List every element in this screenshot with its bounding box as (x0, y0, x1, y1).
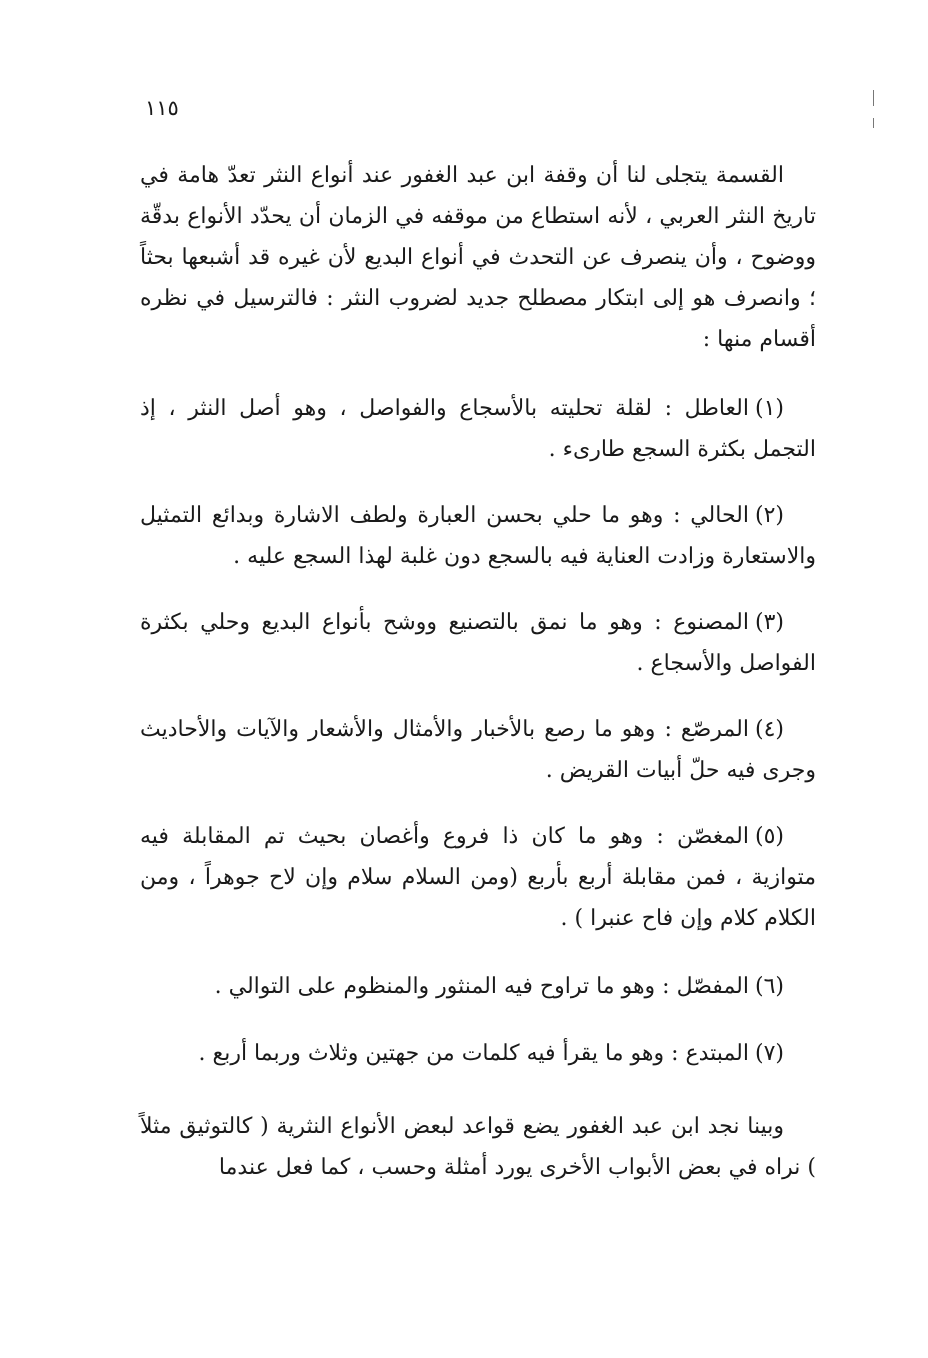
item-number: (٣) (754, 610, 784, 635)
item-number: (٧) (754, 1041, 784, 1066)
item-text: المغصّن : وهو ما كان ذا فروع وأغصان بحيث تم المقابلة فيه متوازية ، فمن مقابلة أربع بأربع (ومن السلام سلام وإن لاح جوهراً ، ومن الكلام كلام وإن فاح عنبرا ) . (140, 824, 816, 931)
list-item-1 (140, 388, 816, 470)
item-number: (٢) (754, 503, 784, 528)
closing-text: وبينا نجد ابن عبد الغفور يضع قواعد لبعض الأنواع النثرية ( كالتوثيق مثلاً ) نراه في بعض الأبواب الأخرى يورد أمثلة وحسب ، كما فعل عندما (140, 1114, 816, 1180)
list-item-5 (140, 816, 816, 939)
intro-text: القسمة يتجلى لنا أن وقفة ابن عبد الغفور عند أنواع النثر تعدّ هامة في تاريخ النثر العربي ، لأنه استطاع من موقفه في الزمان أن يحدّد الأنواع بدقّة ووضوح ، وأن ينصرف عن التحدث في أنواع البديع لأن غيره قد أشبعها بحثاً ؛ وانصرف هو إلى ابتكار مصطلح جديد لضروب النثر : فالترسيل في نظره أقسام منها : (140, 163, 816, 352)
closing-paragraph (140, 1106, 816, 1188)
page-number: ٥١١ (145, 96, 179, 120)
item-number: (٥) (754, 824, 784, 849)
item-text: المبتدع : وهو ما يقرأ فيه كلمات من جهتين وثلاث وربما أربع . (198, 1041, 749, 1066)
item-text: المرصّع : وهو ما رصع بالأخبار والأمثال والأشعار والآيات والأحاديث وجرى فيه حلّ أبيات القريض . (140, 717, 816, 783)
item-number: (١) (754, 396, 784, 421)
item-number: (٤) (754, 717, 784, 742)
item-text: المفصّل : وهو ما تراوح فيه المنثور والمنظوم على التوالي . (214, 974, 749, 999)
item-text: المصنوع : وهو ما نمق بالتصنيع ووشح بأنواع البديع وحلي بكثرة الفواصل والأسجاع . (140, 610, 816, 676)
intro-paragraph (140, 155, 816, 360)
scan-edge-mark (873, 118, 874, 128)
scan-edge-mark (873, 90, 874, 106)
list-item-4 (140, 709, 816, 791)
item-text: العاطل : لقلة تحليته بالأسجاع والفواصل ، وهو أصل النثر ، إذ التجمل بكثرة السجع طارىء . (140, 396, 816, 462)
item-text: الحالي : وهو ما حلي بحسن العبارة ولطف الاشارة وبدائع التمثيل والاستعارة وزادت العناية فيه بالسجع دون غلبة لهذا السجع عليه . (140, 503, 816, 569)
list-item-2 (140, 495, 816, 577)
list-item-7 (140, 1033, 816, 1074)
list-item-3 (140, 602, 816, 684)
item-number: (٦) (754, 974, 784, 999)
list-item-6 (140, 966, 816, 1007)
